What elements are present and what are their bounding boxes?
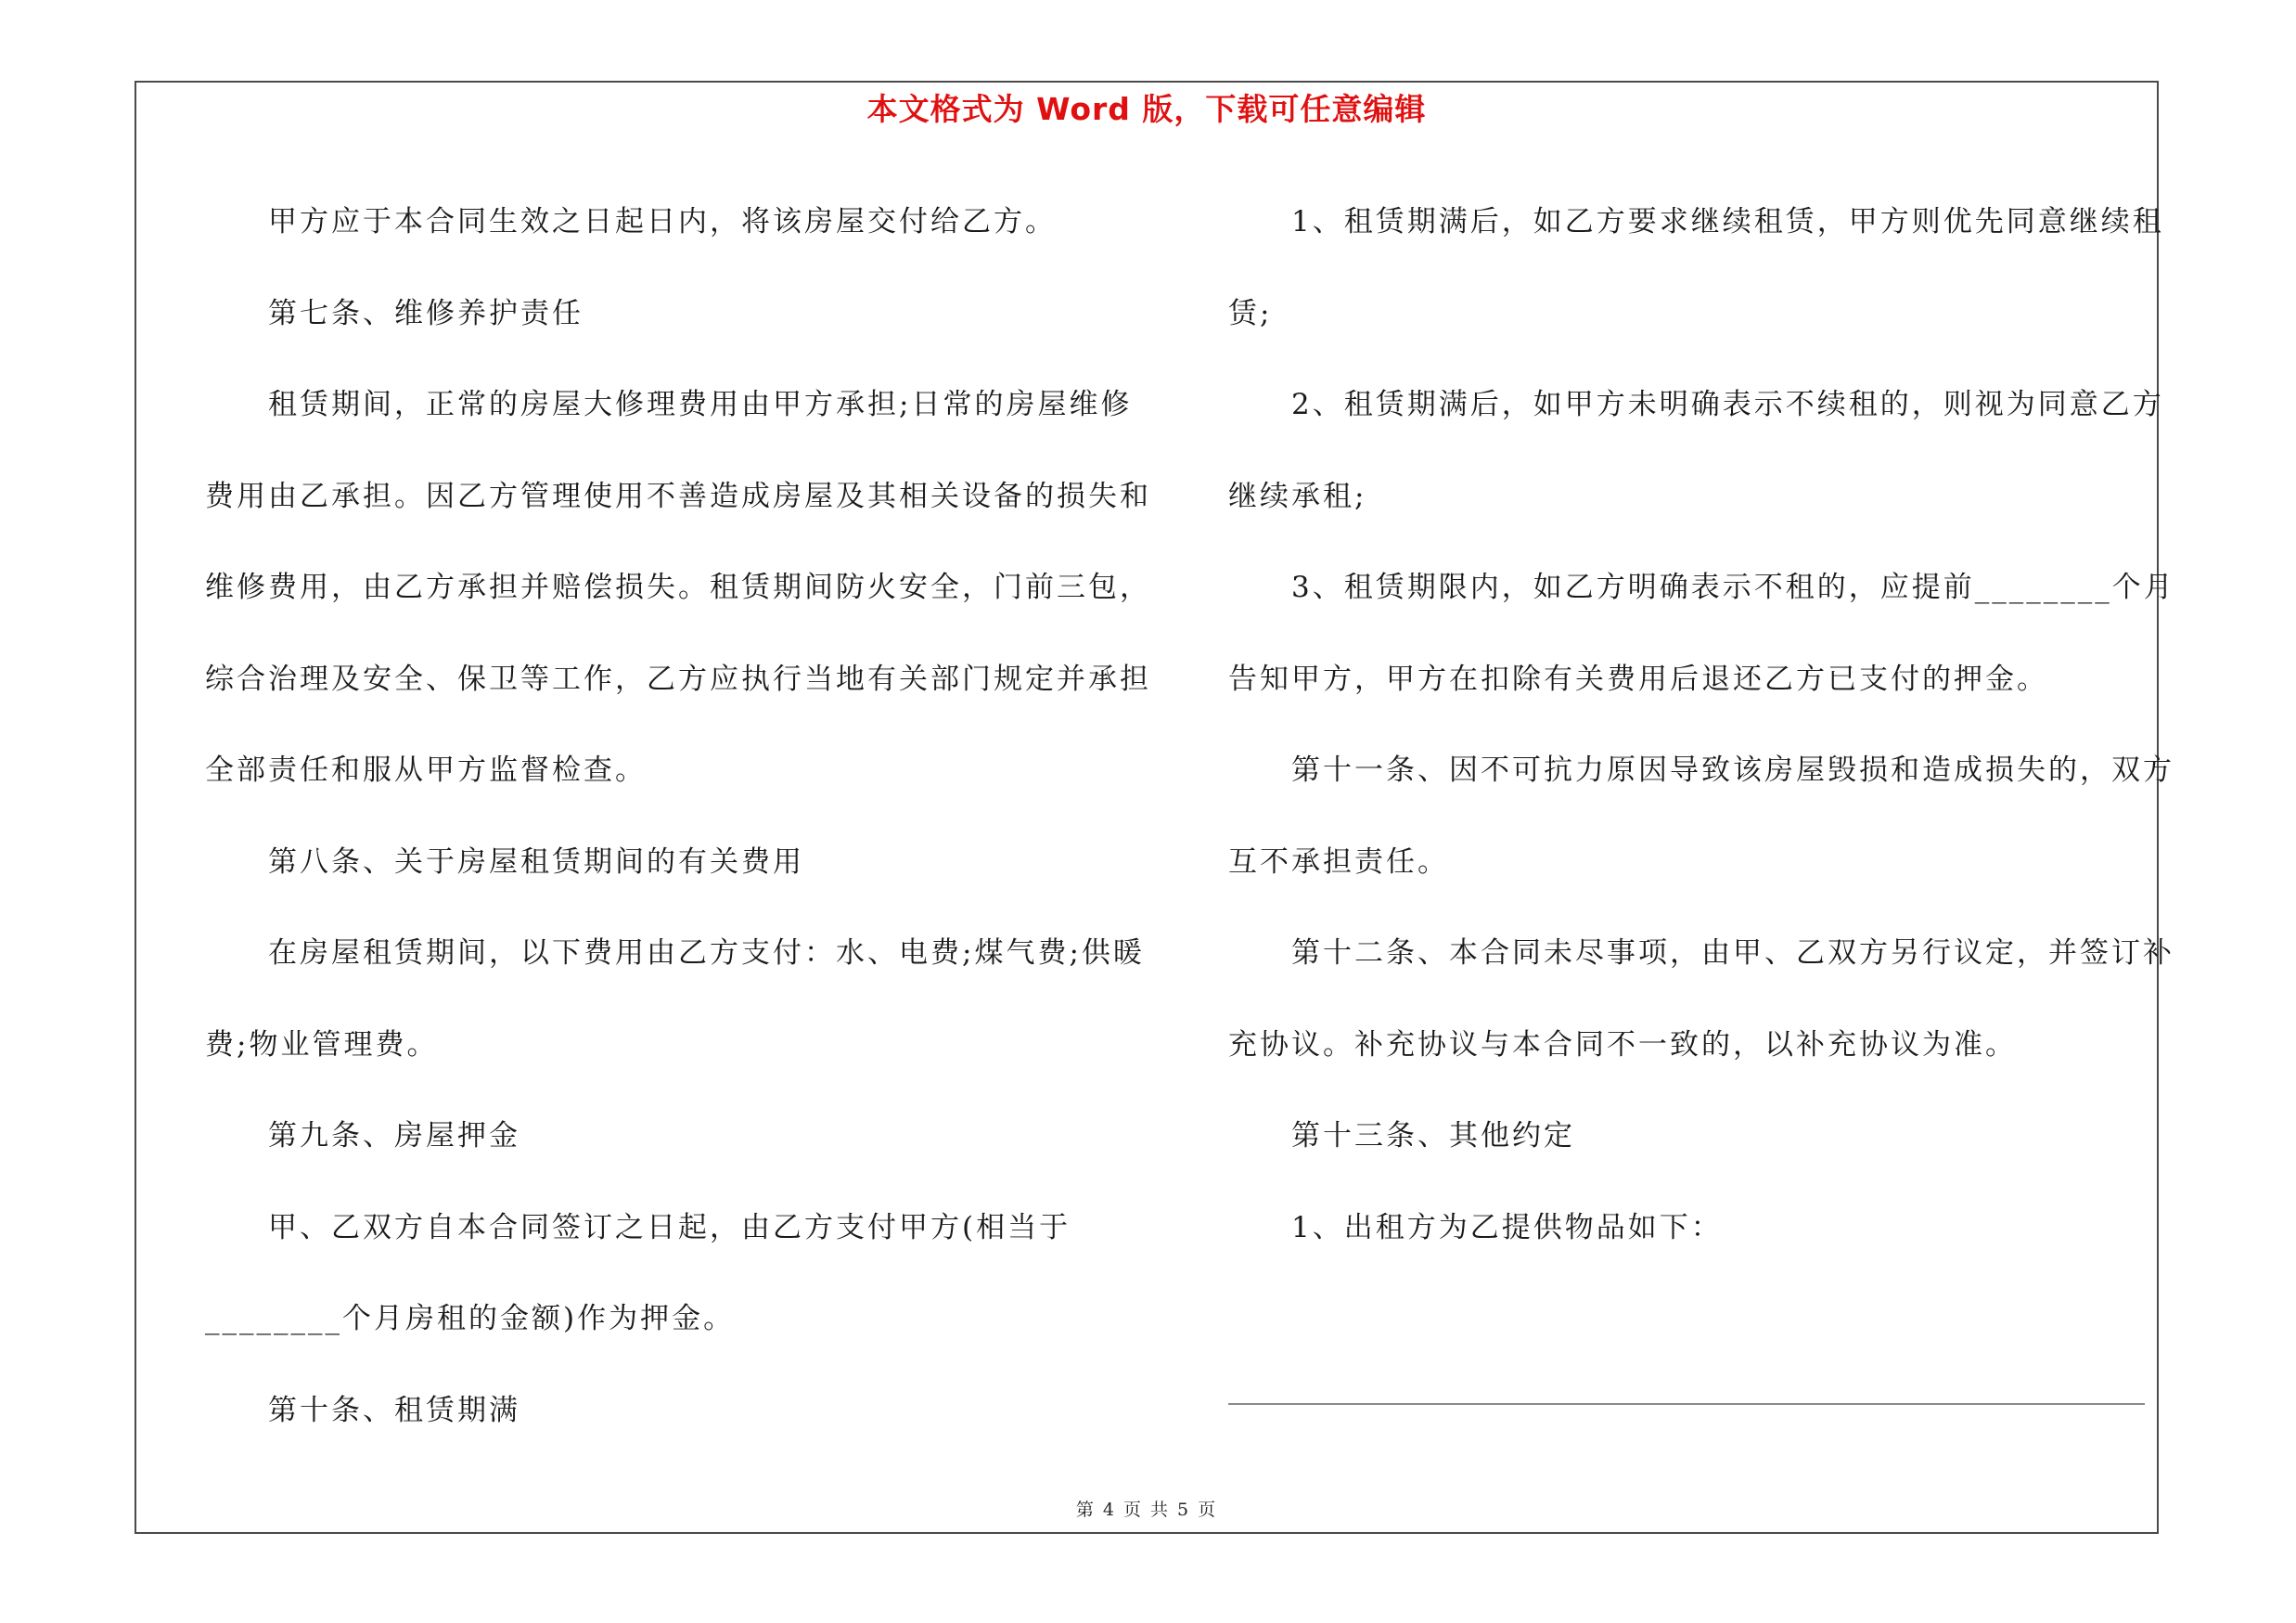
paragraph-line: 费用由乙承担。因乙方管理使用不善造成房屋及其相关设备的损失和: [205, 479, 1151, 513]
page-number-footer: 第 4 页 共 5 页: [1075, 1500, 1218, 1520]
format-banner: 本文格式为 Word 版，下载可任意编辑: [866, 91, 1427, 127]
paragraph-line: 赁;: [1228, 296, 1273, 330]
paragraph-line: 2、租赁期满后，如甲方未明确表示不续租的，则视为同意乙方: [1291, 388, 2164, 421]
paragraph-line: 继续承租;: [1228, 479, 1367, 513]
paragraph-line: 综合治理及安全、保卫等工作，乙方应执行当地有关部门规定并承担: [205, 662, 1151, 696]
section-heading: 第十三条、其他约定: [1291, 1119, 1575, 1153]
paragraph-line: 第十一条、因不可抗力原因导致该房屋毁损和造成损失的，双方: [1291, 754, 2174, 787]
paragraph-line: 甲方应于本合同生效之日起日内，将该房屋交付给乙方。: [268, 205, 1057, 238]
paragraph-line: 在房屋租赁期间，以下费用由乙方支付：水、电费;煤气费;供暖: [268, 936, 1145, 970]
paragraph-line: 费;物业管理费。: [205, 1027, 439, 1062]
left-column: [205, 176, 1151, 1456]
fill-in-blank-line: [1228, 1403, 2145, 1405]
paragraph-line: 1、出租方为乙提供物品如下：: [1291, 1210, 1723, 1244]
paragraph-line: 告知甲方，甲方在扣除有关费用后退还乙方已支付的押金。: [1228, 662, 2048, 696]
section-heading: 第九条、房屋押金: [268, 1119, 520, 1153]
paragraph-line: 甲、乙双方自本合同签订之日起，由乙方支付甲方(相当于: [268, 1210, 1071, 1244]
paragraph-line: 第十二条、本合同未尽事项，由甲、乙双方另行议定，并签订补: [1291, 936, 2174, 970]
paragraph-line: ________个月房租的金额)作为押金。: [205, 1302, 736, 1335]
paragraph-line: 充协议。补充协议与本合同不一致的，以补充协议为准。: [1228, 1027, 2017, 1062]
section-heading: 第八条、关于房屋租赁期间的有关费用: [268, 844, 804, 879]
paragraph-line: 3、租赁期限内，如乙方明确表示不租的，应提前________个月: [1291, 571, 2175, 604]
paragraph-line: 全部责任和服从甲方监督检查。: [205, 754, 647, 787]
paragraph-line: 1、租赁期满后，如乙方要求继续租赁，甲方则优先同意继续租: [1291, 205, 2164, 238]
right-column: [1228, 176, 2175, 1273]
section-heading: 第十条、租赁期满: [268, 1393, 520, 1427]
paragraph-line: 互不承担责任。: [1228, 844, 1449, 879]
paragraph-line: 维修费用，由乙方承担并赔偿损失。租赁期间防火安全，门前三包，: [205, 571, 1151, 604]
paragraph-line: 租赁期间，正常的房屋大修理费用由甲方承担;日常的房屋维修: [268, 388, 1133, 421]
section-heading: 第七条、维修养护责任: [268, 296, 584, 330]
